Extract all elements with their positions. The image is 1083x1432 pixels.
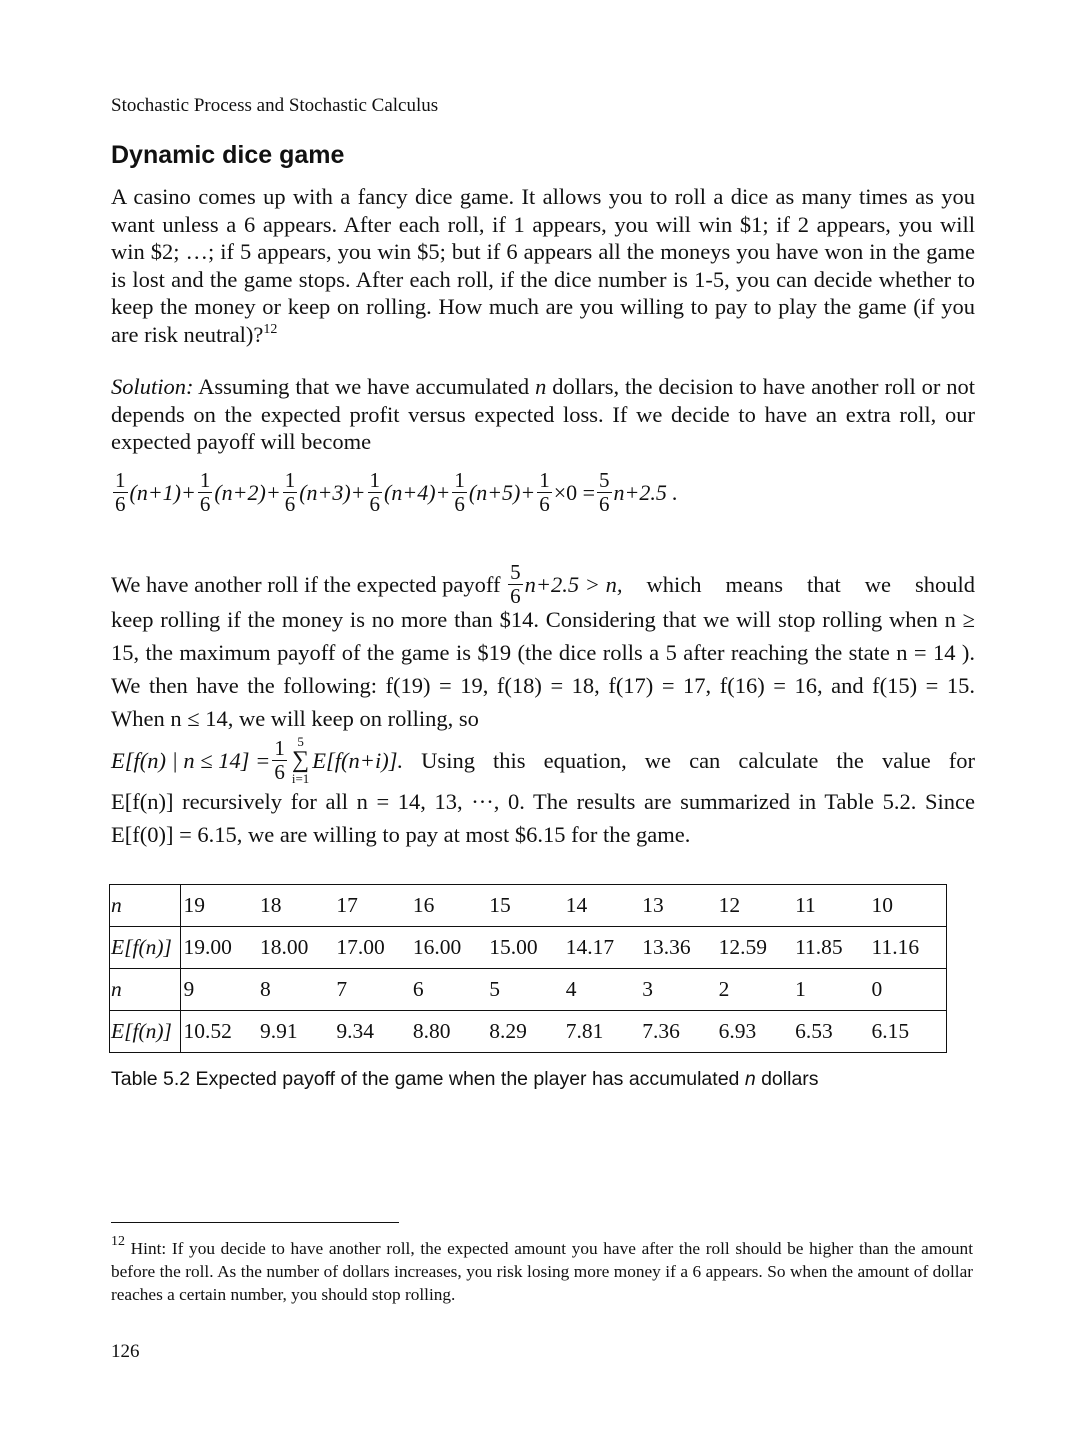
table-cell: 12 [718, 893, 741, 917]
frac-num: 1 [369, 468, 381, 492]
frac-den: 6 [599, 492, 610, 516]
page-number: 126 [111, 1341, 140, 1362]
table-cell: 10 [870, 885, 947, 927]
frac-num: 1 [539, 468, 550, 492]
solution-intro-a: Assuming that we have accumulated [193, 374, 536, 399]
problem-text: A casino comes up with a fancy dice game. It allows you to roll a dice as many times as you want unless a 6 appears. After each roll, if 1 appears, you will win $1; if 2 appears, you will win $2; …; if 5 appears, you win $5; but if 6 appears all the moneys you have won in the game is lost and the game stops. After each roll, if the dice number is 1-5, you can decide whether to keep the money or keep on rolling. How much are you willing to pay to play the game (if you are risk neutral)? [111, 184, 975, 347]
conclusion-text: E[f(n)] recursively for all n = 14, 13, ···, 0. The results are summarized in Table 5.2. Since E[f(0)] = 6.15, we are willing to pay at most $6.15 for the game. [111, 789, 975, 847]
table-cell: 18 [259, 893, 282, 917]
footnote-ref: 12 [263, 321, 278, 337]
table-cell: 11 [795, 893, 816, 917]
footnote-rule [111, 1222, 399, 1223]
eq-term: (n+5)+ [468, 479, 536, 505]
inequality-line [111, 562, 975, 607]
problem-paragraph [111, 183, 975, 349]
fraction [368, 470, 383, 515]
table-cell: 0 [870, 969, 947, 1011]
table-cell: 7.81 [565, 1019, 604, 1043]
expected-payoff-equation [111, 470, 678, 515]
table-cell: 9.34 [336, 1019, 375, 1043]
recursion-rhs: E[f(n+i)]. [312, 747, 404, 773]
fraction [508, 562, 523, 607]
frac-den: 6 [454, 492, 465, 516]
eq-term: (n+1)+ [129, 479, 196, 505]
row-header: n [110, 885, 181, 927]
table-cell: 11.16 [870, 927, 947, 969]
table-cell: 11.85 [795, 935, 843, 959]
table-cell: 8.80 [412, 1019, 451, 1043]
table-cell: 6.15 [870, 1011, 947, 1053]
analysis-paragraph [111, 603, 975, 851]
table-row [110, 1011, 947, 1053]
frac-num: 1 [199, 468, 211, 492]
eq-term: (n+4)+ [384, 479, 451, 505]
ineq-text-a: We have another roll if the expected payoff [111, 572, 507, 597]
solution-paragraph [111, 373, 975, 456]
table-cell: 12.59 [718, 935, 768, 959]
recursion-line [111, 735, 975, 785]
frac-den: 6 [284, 492, 296, 516]
table-cell: 1 [795, 977, 806, 1001]
summation [292, 735, 309, 785]
table-cell: 8.29 [489, 1019, 527, 1043]
table-cell: 18.00 [259, 935, 309, 959]
table-cell: 9 [183, 977, 195, 1001]
table-cell: 6.53 [795, 1019, 833, 1043]
row-header: n [110, 969, 181, 1011]
payoff-table [109, 884, 947, 1053]
table-caption [111, 1068, 819, 1091]
table-cell: 8 [259, 977, 271, 1001]
table-cell: 17 [336, 893, 358, 917]
frac-num: 5 [510, 560, 521, 584]
frac-num: 5 [599, 468, 610, 492]
solution-var-n: n [535, 374, 547, 399]
frac-den: 6 [539, 492, 550, 516]
table-cell: 17.00 [336, 935, 385, 959]
table-cell: 13.36 [642, 935, 691, 959]
ineq-text-b: which means that we should [622, 572, 975, 597]
table-cell: 9.91 [259, 1019, 298, 1043]
sum-lower: i=1 [291, 771, 310, 786]
table-cell: 2 [718, 977, 730, 1001]
footnote-mark: 12 [111, 1234, 125, 1249]
sum-upper: 5 [297, 734, 304, 749]
solution-intro-b: dollars, the decision to have another roll or not depends on the expected profit versus expected loss. If we decide to have an extra roll, our expected payoff will become [111, 374, 976, 455]
table-cell: 4 [565, 977, 577, 1001]
recursion-lhs: E[f(n) | n ≤ 14] = [111, 747, 271, 773]
eq-term: (n+3)+ [299, 479, 366, 505]
row-header: E[f(n)] [110, 1011, 181, 1053]
frac-num: 1 [454, 468, 465, 492]
analysis-text: keep rolling if the money is no more than $14. Considering that we will stop rolling when n ≥ 15, the maximum payoff of the game is $19 (the dice rolls a 5 after reaching the state n = 14 ). We then have the following: f(19) = 19, f(18) = 18, f(17) = 17, f(16) = 16, and f(15) = 15. When n ≤ 14, we will keep on rolling, so [111, 607, 975, 731]
table-cell: 15 [489, 893, 511, 917]
table-cell: 19 [183, 893, 205, 917]
frac-den: 6 [510, 584, 521, 608]
footnote [111, 1234, 973, 1306]
running-head: Stochastic Process and Stochastic Calculus [111, 95, 439, 116]
table-cell: 10.52 [183, 1019, 232, 1043]
table-row [110, 969, 947, 1011]
frac-den: 6 [369, 492, 381, 516]
table-cell: 16.00 [412, 935, 462, 959]
table-row [110, 927, 947, 969]
caption-text-a: Table 5.2 Expected payoff of the game when the player has accumulated [111, 1068, 745, 1090]
table-cell: 14.17 [565, 935, 615, 959]
table-cell: 3 [642, 977, 653, 1001]
frac-den: 6 [274, 759, 285, 784]
frac-num: 1 [115, 468, 126, 492]
frac-num: 1 [274, 735, 285, 760]
eq-term: (n+2)+ [214, 479, 281, 505]
table-cell: 13 [642, 893, 664, 917]
frac-den: 6 [115, 492, 126, 516]
table-cell: 7.36 [642, 1019, 680, 1043]
eq-term: ×0 = [553, 479, 596, 505]
fraction [452, 470, 467, 515]
fraction [198, 470, 213, 515]
results-table [109, 884, 947, 1053]
ineq-expr: n+2.5 > n, [524, 572, 623, 597]
fraction [283, 470, 298, 515]
recursion-tail: Using this equation, we can calculate the value for [403, 747, 975, 773]
table-cell: 15.00 [489, 935, 538, 959]
table-cell: 14 [565, 893, 588, 917]
fraction [113, 470, 128, 515]
table-row [110, 885, 947, 927]
footnote-text: Hint: If you decide to have another roll, the expected amount you have after the roll should be higher than the amount before the roll. As the number of dollars increases, you risk losing more money if a 6 appears. So when the amount of dollar reaches a certain number, you should stop rolling. [111, 1239, 973, 1304]
table-cell: 19.00 [183, 935, 232, 959]
frac-den: 6 [199, 492, 211, 516]
sigma-symbol: ∑ [292, 747, 310, 773]
table-cell: 5 [489, 977, 501, 1001]
ineq-math [506, 562, 622, 607]
caption-text-b: dollars [755, 1068, 819, 1090]
fraction [597, 470, 612, 515]
table-cell: 16 [412, 893, 435, 917]
solution-label: Solution: [111, 374, 194, 399]
table-cell: 7 [336, 977, 348, 1001]
fraction [537, 470, 552, 515]
caption-var: n [744, 1068, 756, 1090]
section-title: Dynamic dice game [111, 141, 345, 169]
frac-num: 1 [284, 468, 296, 492]
table-cell: 6 [412, 977, 424, 1001]
eq-result: n+2.5 . [613, 479, 678, 505]
fraction [272, 735, 287, 784]
table-cell: 6.93 [718, 1019, 757, 1043]
row-header: E[f(n)] [110, 927, 181, 969]
